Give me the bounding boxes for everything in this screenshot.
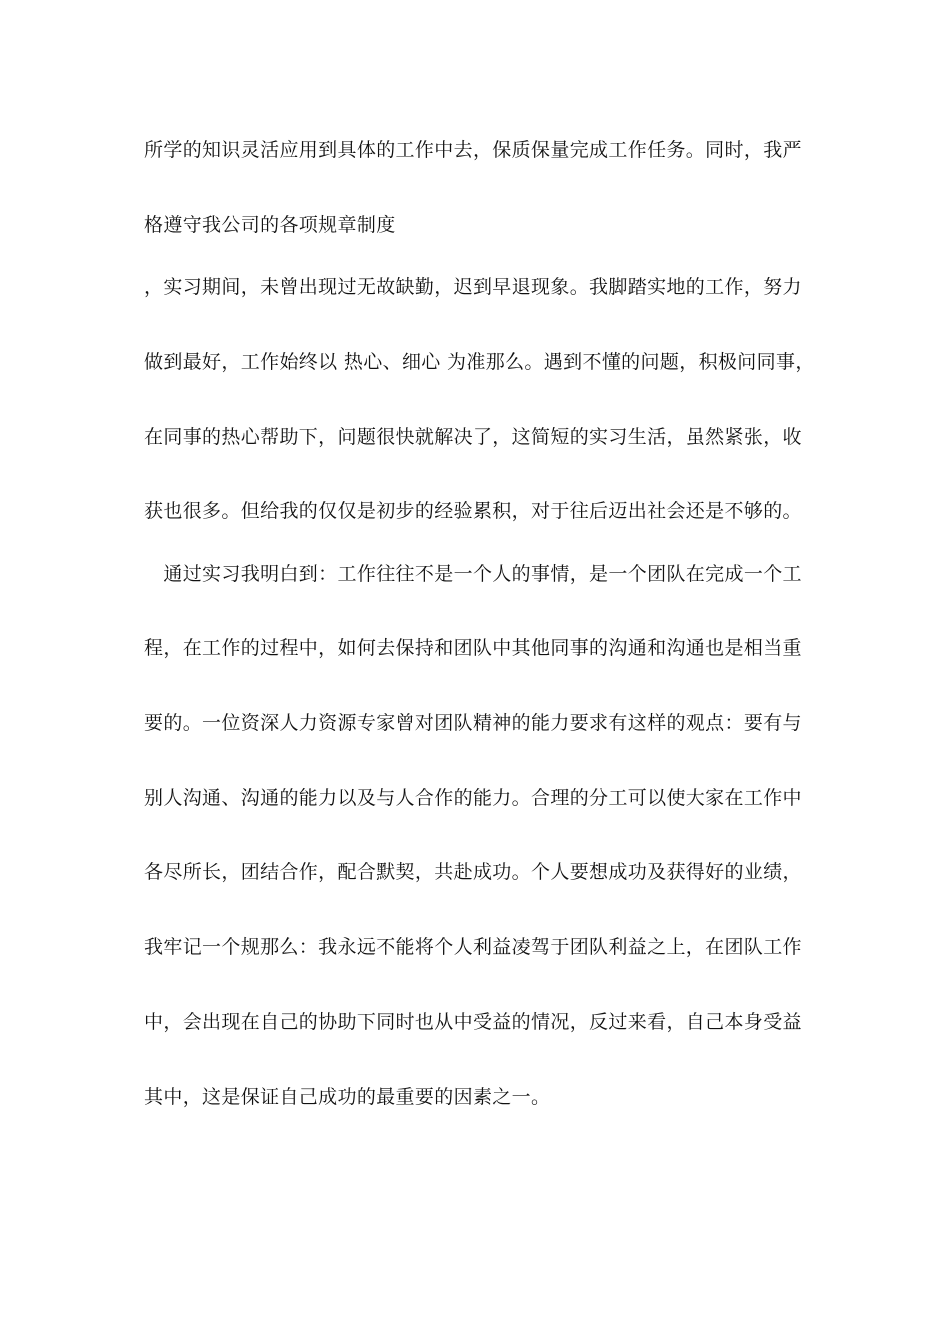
text-line: 通过实习我明白到：工作往往不是一个人的事情，是一个团队在完成一个工 xyxy=(144,563,802,585)
text-line: 做到最好，工作始终以 热心、细心 为准那么。遇到不懂的问题，积极问同事， xyxy=(144,351,815,373)
text-line: 各尽所长，团结合作，配合默契，共赴成功。个人要想成功及获得好的业绩， xyxy=(144,861,802,883)
text-line: 程，在工作的过程中，如何去保持和团队中其他同事的沟通和沟通也是相当重 xyxy=(144,637,802,659)
text-line: 我牢记一个规那么：我永远不能将个人利益凌驾于团队利益之上，在团队工作 xyxy=(144,936,802,958)
text-line: ，实习期间，未曾出现过无故缺勤，迟到早退现象。我脚踏实地的工作，努力 xyxy=(144,276,802,298)
text-line: 别人沟通、沟通的能力以及与人合作的能力。合理的分工可以使大家在工作中 xyxy=(144,787,802,809)
text-line: 要的。一位资深人力资源专家曾对团队精神的能力要求有这样的观点：要有与 xyxy=(144,712,802,734)
text-line: 其中，这是保证自己成功的最重要的因素之一。 xyxy=(144,1086,551,1108)
text-line: 格遵守我公司的各项规章制度 xyxy=(144,214,396,236)
text-line: 获也很多。但给我的仅仅是初步的经验累积，对于往后迈出社会还是不够的。 xyxy=(144,500,802,522)
text-line: 在同事的热心帮助下，问题很快就解决了，这简短的实习生活，虽然紧张，收 xyxy=(144,426,802,448)
text-line: 中，会出现在自己的协助下同时也从中受益的情况，反过来看，自己本身受益 xyxy=(144,1011,802,1033)
text-line: 所学的知识灵活应用到具体的工作中去，保质保量完成工作任务。同时，我严 xyxy=(144,139,802,161)
